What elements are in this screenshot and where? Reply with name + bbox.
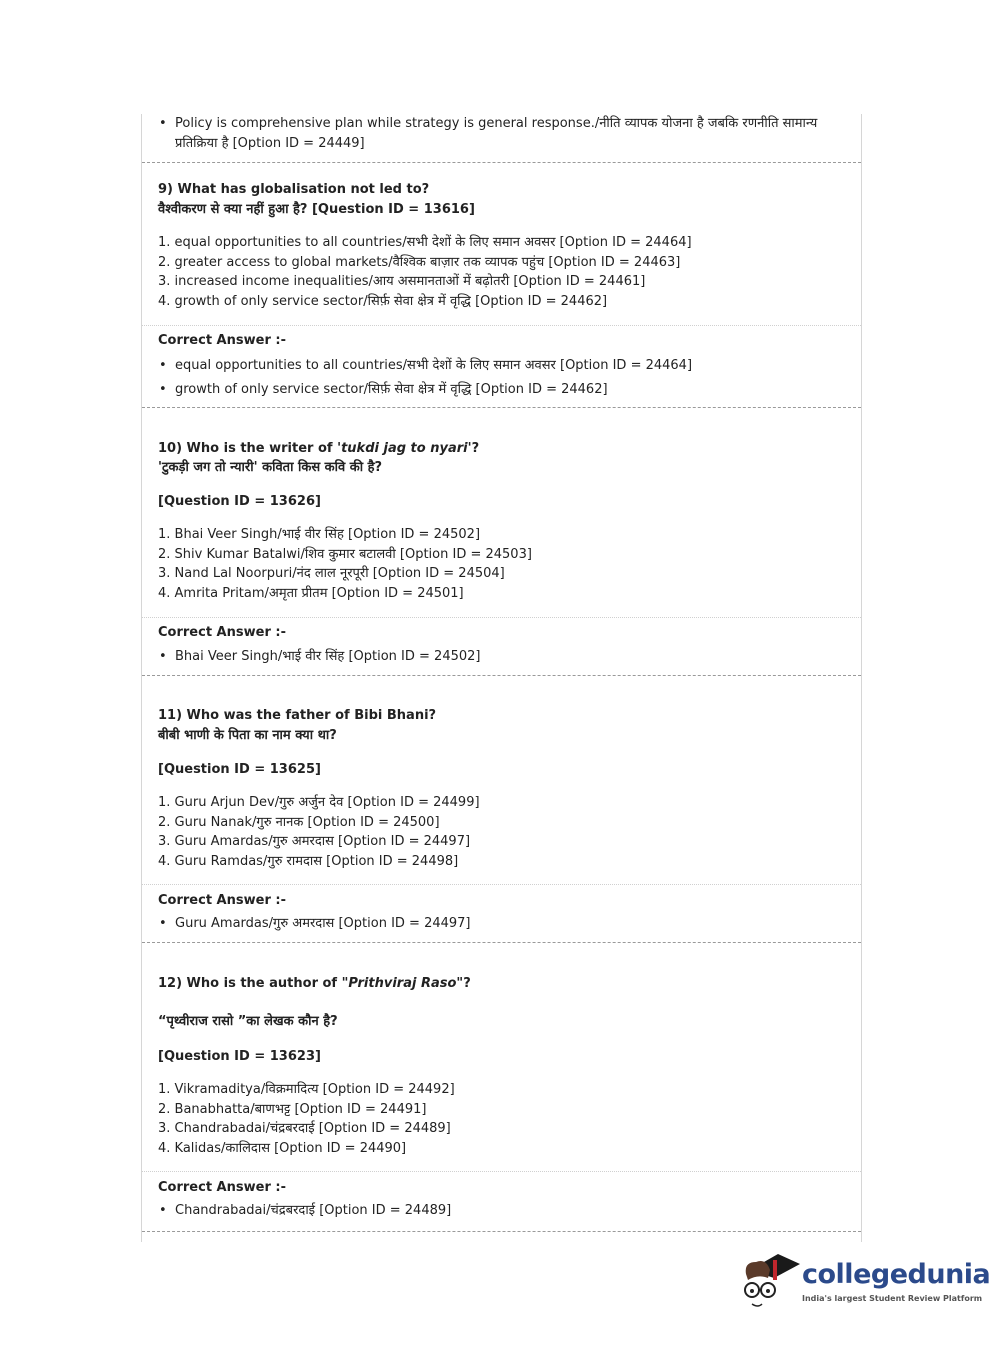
answer-item: • Chandrabadai/चंद्रबरदाई [Option ID = 24489] <box>158 1199 451 1223</box>
question-id: [Question ID = 13626] <box>158 494 321 509</box>
collegedunia-logo <box>740 1248 991 1312</box>
question-hindi: “पृथ्वीराज रासो ”का लेखक कौन है? <box>158 1014 338 1029</box>
question-hindi: वैश्वीकरण से क्या नहीं हुआ है? [Question ID = 13616] <box>158 202 475 217</box>
option: 2. Banabhatta/बाणभट्ट [Option ID = 24491] <box>158 1101 427 1117</box>
answer-item: • Bhai Veer Singh/भाई वीर सिंह [Option ID = 24502] <box>158 645 480 669</box>
answer-12 <box>142 1172 861 1232</box>
options-list <box>158 793 480 871</box>
question-id: [Question ID = 13623] <box>158 1049 321 1064</box>
previous-answer-section <box>142 114 861 163</box>
option: 2. Shiv Kumar Batalwi/शिव कुमार बटालवी [Option ID = 24503] <box>158 546 532 562</box>
answer-item: • Guru Amardas/गुरु अमरदास [Option ID = 24497] <box>158 912 471 936</box>
option: 3. Guru Amardas/गुरु अमरदास [Option ID = 24497] <box>158 834 471 849</box>
question-id: [Question ID = 13625] <box>158 762 321 777</box>
question-11 <box>142 676 861 885</box>
answer-11 <box>142 885 861 943</box>
option: 1. Guru Arjun Dev/गुरु अर्जुन देव [Option ID = 24499] <box>158 795 480 810</box>
option: 2. Guru Nanak/गुरु नानक [Option ID = 24500] <box>158 814 440 830</box>
question-title: 12) Who is the author of "Prithviraj Raso"? <box>158 976 471 991</box>
question-9 <box>142 163 861 326</box>
question-10 <box>142 408 861 618</box>
answer-item: • growth of only service sector/सिर्फ़ सेवा क्षेत्र में वृद्धि [Option ID = 24462] <box>158 378 692 402</box>
option: 4. Guru Ramdas/गुरु रामदास [Option ID = 24498] <box>158 853 459 869</box>
option: 4. Kalidas/कालिदास [Option ID = 24490] <box>158 1140 407 1156</box>
options-list <box>158 525 532 603</box>
option: 1. Bhai Veer Singh/भाई वीर सिंह [Option ID = 24502] <box>158 527 481 542</box>
question-title: 11) Who was the father of Bibi Bhani? <box>158 708 437 723</box>
question-title: 10) Who is the writer of 'tukdi jag to nyari'? <box>158 441 480 456</box>
option: 1. Vikramaditya/विक्रमादित्य [Option ID = 24492] <box>158 1082 455 1097</box>
option: 1. equal opportunities to all countries/सभी देशों के लिए समान अवसर [Option ID = 24464] <box>158 235 692 250</box>
answer-item: • equal opportunities to all countries/सभी देशों के लिए समान अवसर [Option ID = 24464] <box>158 354 692 378</box>
correct-answer-label: Correct Answer :- <box>158 1180 286 1195</box>
correct-answer-label: Correct Answer :- <box>158 333 286 348</box>
answer-text: Policy is comprehensive plan while strategy is general response./नीति व्यापक योजना है जबकि रणनीति सामान्य <box>175 116 818 131</box>
question-paper <box>141 114 862 1242</box>
question-12 <box>142 943 861 1172</box>
option: 3. increased income inequalities/आय असमानताओं में बढ़ोतरी [Option ID = 24461] <box>158 274 646 289</box>
question-hindi: 'टुकड़ी जग तो न्यारी' कविता किस कवि की है? <box>158 460 383 475</box>
question-title: 9) What has globalisation not led to? <box>158 182 430 197</box>
correct-answer-label: Correct Answer :- <box>158 625 286 640</box>
option: 3. Nand Lal Noorpuri/नंद लाल नूरपूरी [Option ID = 24504] <box>158 566 505 581</box>
options-list <box>158 233 692 311</box>
mascot-icon <box>740 1248 802 1312</box>
option: 3. Chandrabadai/चंद्रबरदाई [Option ID = 24489] <box>158 1121 451 1136</box>
answer-10 <box>142 618 861 676</box>
answer-9 <box>142 326 861 408</box>
answer-text: प्रतिक्रिया है [Option ID = 24449] <box>175 136 365 151</box>
correct-answer-label: Correct Answer :- <box>158 893 286 908</box>
question-hindi: बीबी भाणी के पिता का नाम क्या था? <box>158 728 337 743</box>
option: 4. Amrita Pritam/अमृता प्रीतम [Option ID = 24501] <box>158 585 464 601</box>
logo-tagline: India's largest Student Review Platform <box>802 1294 983 1303</box>
option: 4. growth of only service sector/सिर्फ़ सेवा क्षेत्र में वृद्धि [Option ID = 24462] <box>158 293 608 309</box>
option: 2. greater access to global markets/वैश्विक बाज़ार तक व्यापक पहुंच [Option ID = 24463] <box>158 254 681 270</box>
options-list <box>158 1080 455 1158</box>
logo-text: collegedunia <box>802 1259 991 1290</box>
